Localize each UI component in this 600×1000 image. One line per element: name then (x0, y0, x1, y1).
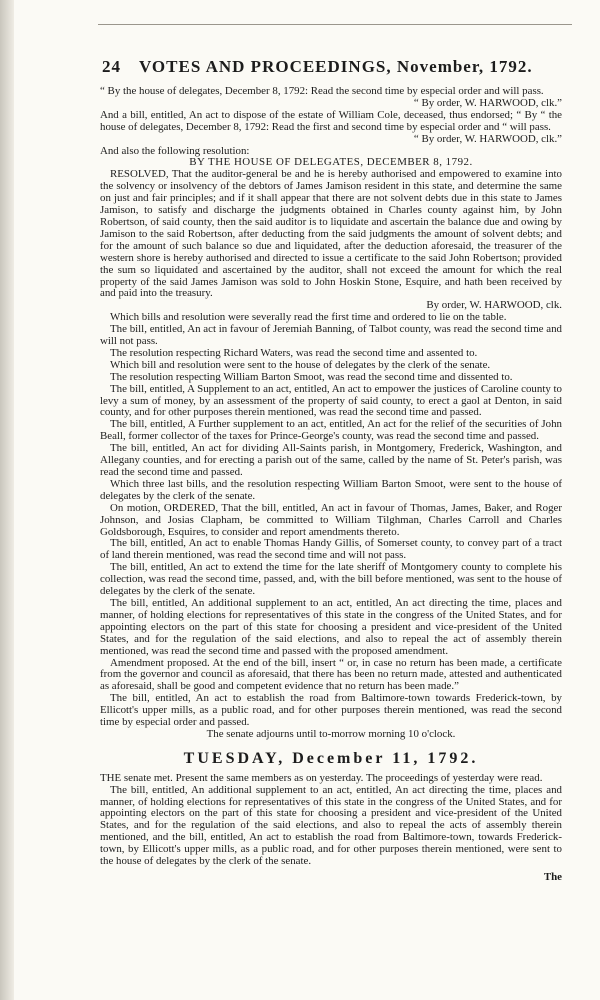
paragraph: The bill, entitled, An act for dividing All-Saints parish, in Montgomery, Frederick, Washington, and Allegany counties, and for erecting a parish out of the same, called by the name of St. Peter's parish, was read the second time and passed. (100, 442, 562, 478)
body-text (100, 86, 562, 884)
paragraph: The resolution respecting Richard Waters, was read the second time and assented to. (110, 346, 478, 359)
paragraph: The bill, entitled, A Further supplement to an act, entitled, An act for the relief of the securities of John Beall, former collector of the taxes for Prince-George's county, was read the second time and passed. (100, 418, 562, 443)
signature-line: “ By order, W. HARWOOD, clk.” (413, 96, 562, 109)
paragraph: Which three last bills, and the resolution respecting William Barton Smoot, were sent to the house of delegates by the clerk of the senate. (100, 477, 562, 502)
page-header (102, 57, 558, 77)
paragraph: The bill, entitled, An act to establish the road from Baltimore-town towards Frederick-town, by Ellicott's upper mills, as a public road, and for other purposes therein mentioned, was read the second time by especial order and passed. (100, 692, 562, 729)
paragraph: THE senate met. Present the same members as on yesterday. The proceedings of yesterday were read. (100, 771, 543, 784)
paragraph: The bill, entitled, An additional supplement to an act, entitled, An act directing the time, places and manner, of holding elections for representatives of this state in the congress of the United States, and for appointing electors on the part of this state for choosing a president and vice-president of the United States, and for the regulation of the said elections, and also to repeal the act of assembly therein mentioned, was read the second time and passed with the proposed amendment. (100, 596, 562, 657)
paragraph: The bill, entitled, An act to enable Thomas Handy Gillis, of Somerset county, to convey part of a tract of land therein mentioned, was read the second time and will not pass. (100, 537, 562, 562)
catchword: The (543, 871, 562, 883)
book-gutter-shadow (0, 0, 14, 1000)
paragraph: The bill, entitled, A Supplement to an act, entitled, An act to empower the justices of Caroline county to levy a sum of money, by an assessment of the property of said county, to erect a gaol at Denton, in said county, and for other purposes therein mentioned, was read the second time and passed. (100, 382, 562, 419)
paragraph: The bill, entitled, An act to extend the time for the late sheriff of Montgomery county to complete his collection, was read the second time, passed, and, with the bill before mentioned, was sent to the house of delegates by the clerk of the senate. (100, 561, 562, 598)
top-rule (98, 24, 572, 25)
paragraph: Which bills and resolution were severally read the first time and ordered to lie on the table. (110, 311, 507, 324)
resolution-heading: BY THE HOUSE OF DELEGATES, DECEMBER 8, 1792. (189, 156, 473, 169)
paragraph: The bill, entitled, An act in favour of Jeremiah Banning, of Talbot county, was read the second time and will not pass. (100, 323, 562, 348)
paragraph: “ By the house of delegates, December 8, 1792: Read the second time by especial order and will pass. (100, 85, 544, 97)
signature-line: “ By order, W. HARWOOD, clk.” (413, 132, 562, 145)
signature-line: By order, W. HARWOOD, clk. (426, 299, 562, 312)
adjournment-line: The senate adjourns until to-morrow morning 10 o'clock. (206, 727, 456, 740)
paragraph: Amendment proposed. At the end of the bill, insert “ or, in case no return has been made, a certificate from the governor and council as aforesaid, that there has been no return made, attested and authenticated as aforesaid, shall be good and competent evidence that no return has been made.” (100, 656, 562, 693)
resolution-text: RESOLVED, That the auditor-general be and he is hereby authorised and empowered to examine into the solvency or insolvency of the debtors of James Jamison resident in this state, and determine the same on just and fair principles; and if it shall appear that there are not solvent debts due in this state to James Jamison, to satisfy and discharge the judgments obtained in Charles county against him, by John Robertson, of said county, then the said auditor is to liquidate and ascertain the balance due and owing by Jamison to the said Robertson, after deducting from the said judgments the amount of solvent debts; and for the amount of such balance so due and liquidated, after the deduction aforesaid, the treasurer of the western shore is hereby authorised and directed to issue a certificate to the said John Robertson; provided the sum so liquidated and ascertained by the auditor, shall not exceed the amount for which the real property of the said James Jamison was sold to John Hoskin Stone, Esquire, and hath been received by and paid into the treasury. (100, 168, 562, 300)
paragraph: On motion, ORDERED, That the bill, entitled, An act in favour of Thomas, James, Baker, and Roger Johnson, and Josias Clapham, be committed to William Tilghman, Charles Carroll and Charles Goldsborough, Esquires, to consider and report amendments thereto. (100, 501, 562, 538)
running-title: VOTES AND PROCEEDINGS, November, 1792. (139, 57, 533, 76)
date-heading: TUESDAY, December 11, 1792. (183, 749, 479, 767)
paragraph: The resolution respecting William Barton Smoot, was read the second time and dissented to. (110, 370, 513, 383)
page-number: 24 (102, 57, 121, 76)
paragraph: And also the following resolution: (100, 144, 250, 157)
paragraph: And a bill, entitled, An act to dispose of the estate of William Cole, deceased, thus endorsed; “ By “ the house of delegates, December 8, 1792: Read the first and second time by especial order and “ will pass. (100, 108, 562, 133)
paragraph: The bill, entitled, An additional supplement to an act, entitled, An act directing the time, places and manner, of holding elections for representatives of this state in the congress of the United States, and for appointing electors on the part of this state for choosing a president and vice-president of the United States, and for the regulation of the said elections, and also to repeal the acts of assembly therein mentioned, and the bill, entitled, An act to establish the road from Baltimore-town, towards Frederick-town, by Ellicott's upper mills, as a public road, and for other purposes therein mentioned, were sent to the house of delegates by the clerk of the senate. (100, 783, 562, 868)
paragraph: Which bill and resolution were sent to the house of delegates by the clerk of the senate. (110, 358, 491, 371)
